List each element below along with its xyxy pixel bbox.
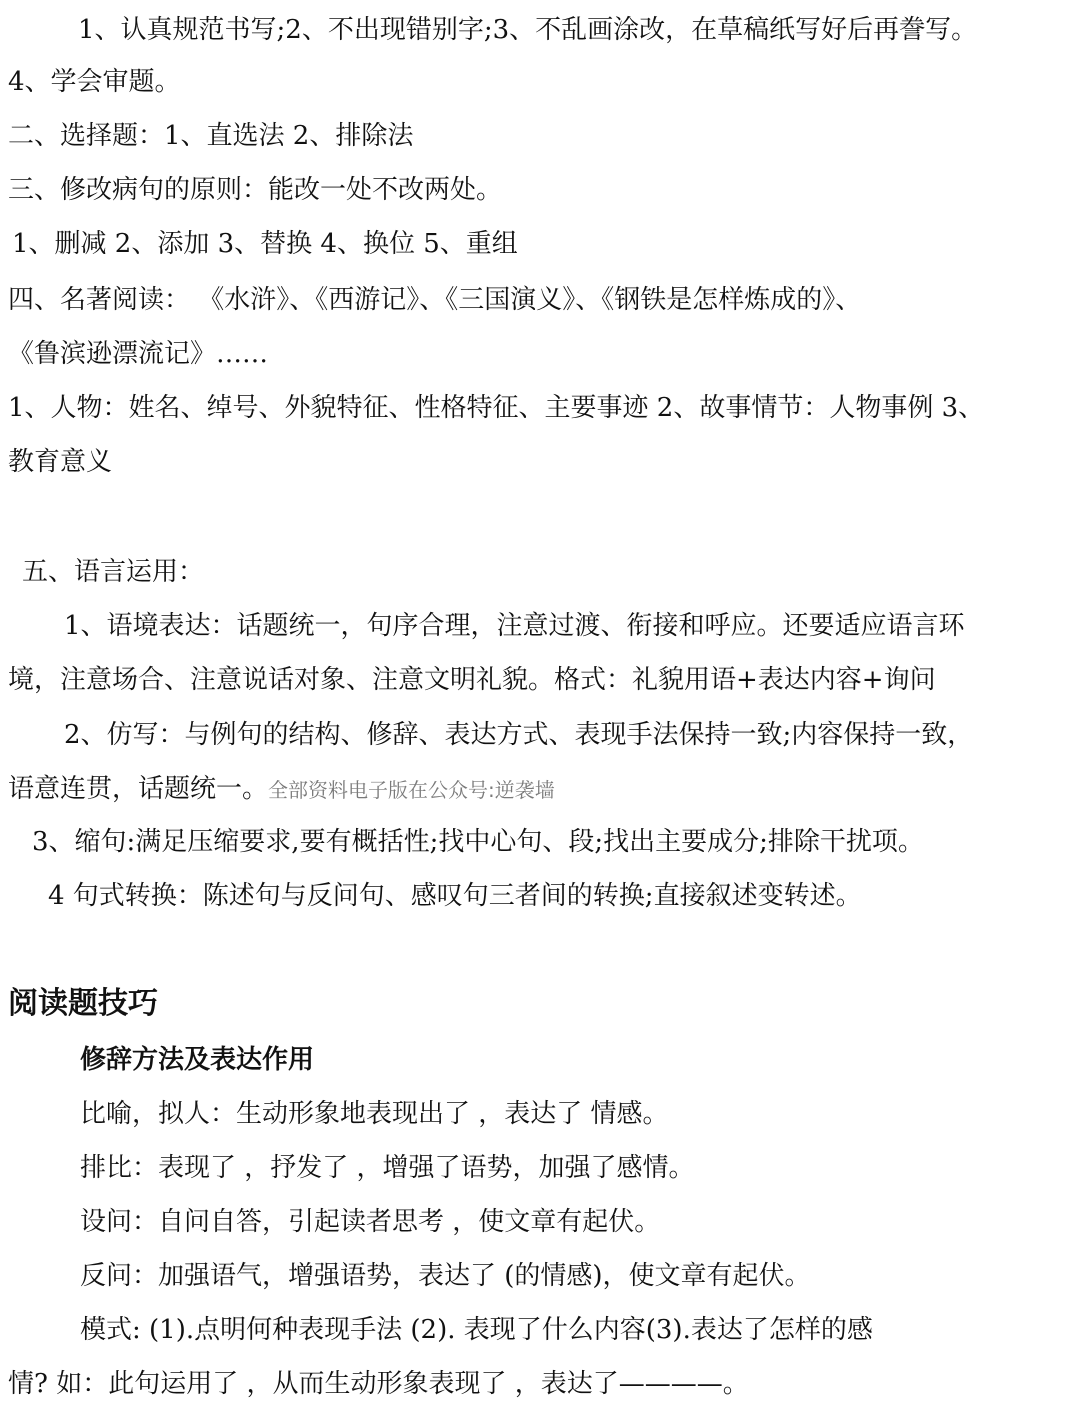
section-title: 五、语言运用： xyxy=(22,557,205,587)
text-line: 设问：自问自答，引起读者思考 ，使文章有起伏。 xyxy=(80,1207,661,1237)
text-line: 《鲁滨逊漂流记》…… xyxy=(8,339,269,369)
text-line: 比喻，拟人：生动形象地表现出了 ，表达了 情感。 xyxy=(80,1099,669,1129)
text-line: 模式: (1).点明何种表现手法 (2). 表现了什么内容(3).表达了怎样的感 xyxy=(80,1315,873,1345)
text-line: 1、删减 2、添加 3、替换 4、换位 5、重组 xyxy=(12,229,518,259)
text-line: 2、仿写：与例句的结构、修辞、表达方式、表现手法保持一致;内容保持一致， xyxy=(64,720,974,750)
text-line: 四、名著阅读： 《水浒》、《西游记》、《三国演义》、《钢铁是怎样炼成的》、 xyxy=(8,285,862,315)
text-line: 二、选择题：1、直选法 2、排除法 xyxy=(8,121,414,151)
text-line: 4、学会审题。 xyxy=(8,67,181,97)
text-line: 境，注意场合、注意说话对象、注意文明礼貌。格式：礼貌用语+表达内容+询问 xyxy=(8,665,936,695)
text-line: 1、语境表达：话题统一，句序合理，注意过渡、衔接和呼应。还要适应语言环 xyxy=(64,611,965,641)
text-line: 教育意义 xyxy=(8,447,113,477)
text-line: 反问：加强语气，增强语势，表达了 (的情感)，使文章有起伏。 xyxy=(80,1261,811,1291)
text-line: 1、认真规范书写;2、不出现错别字;3、不乱画涂改，在草稿纸写好后再誊写。 xyxy=(78,15,978,45)
section-heading: 阅读题技巧 xyxy=(8,986,158,1021)
text-line: 1、人物：姓名、绰号、外貌特征、性格特征、主要事迹 2、故事情节：人物事例 3、 xyxy=(8,393,985,423)
text-line: 情? 如：此句运用了 ，从而生动形象表现了 ，表达了————。 xyxy=(8,1369,749,1399)
subheading: 修辞方法及表达作用 xyxy=(80,1045,315,1075)
watermark-text: 全部资料电子版在公众号:逆袭墙 xyxy=(268,778,555,802)
text-line: 4 句式转换：陈述句与反问句、感叹句三者间的转换;直接叙述变转述。 xyxy=(48,881,862,911)
text-line: 排比：表现了 ，抒发了 ，增强了语势，加强了感情。 xyxy=(80,1153,695,1183)
text-line: 3、缩句:满足压缩要求,要有概括性;找中心句、段;找出主要成分;排除干扰项。 xyxy=(32,827,924,857)
text-content: 语意连贯，话题统一。 xyxy=(8,774,269,804)
text-line xyxy=(8,769,1072,809)
text-line: 三、修改病句的原则：能改一处不改两处。 xyxy=(8,175,503,205)
